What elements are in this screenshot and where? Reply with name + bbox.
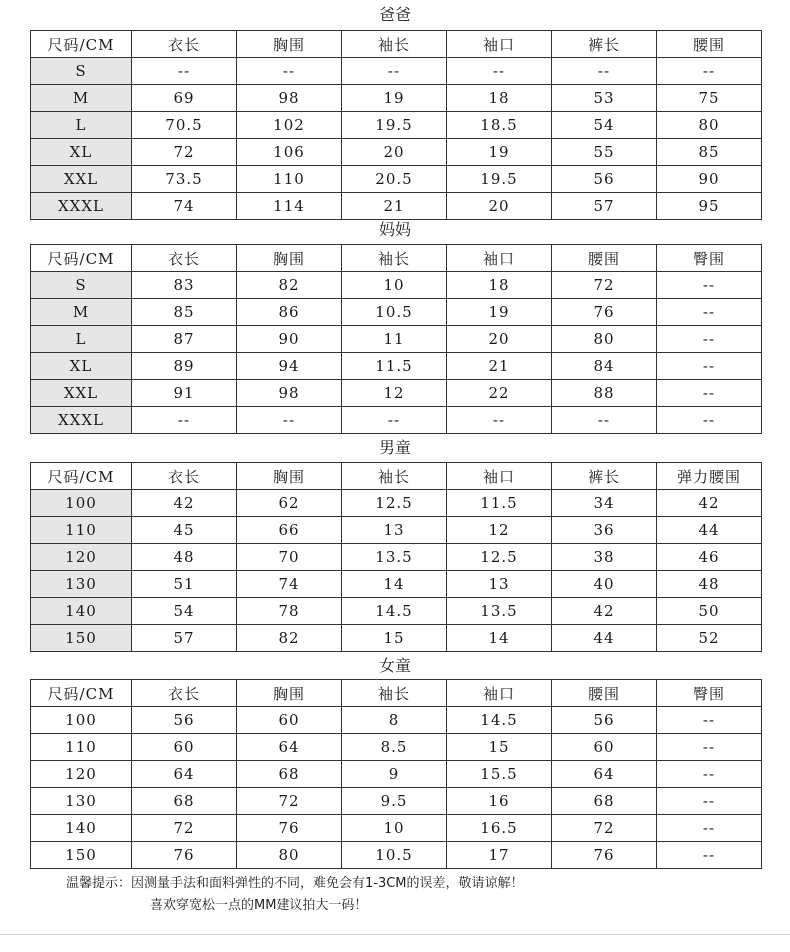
note-line-2: 喜欢穿宽松一点的MM建议拍大一码！ (150, 898, 368, 913)
measurement-cell: -- (552, 58, 657, 85)
measurement-cell: 18.5 (447, 112, 552, 139)
measurement-cell: 10.5 (342, 842, 447, 869)
table-row (31, 625, 762, 652)
table-row (31, 299, 762, 326)
measurement-cell: 80 (552, 326, 657, 353)
measurement-cell: 19 (447, 139, 552, 166)
table-row (31, 598, 762, 625)
measurement-cell: 72 (132, 815, 237, 842)
column-header: 衣长 (132, 680, 237, 707)
measurement-cell: 44 (552, 625, 657, 652)
size-label-cell: XL (31, 139, 132, 166)
measurement-cell: 57 (552, 193, 657, 220)
measurement-cell: 83 (132, 272, 237, 299)
measurement-cell: 20.5 (342, 166, 447, 193)
measurement-cell: 85 (657, 139, 762, 166)
measurement-cell: -- (657, 326, 762, 353)
measurement-cell: 8 (342, 707, 447, 734)
measurement-cell: 91 (132, 380, 237, 407)
size-label-cell: XXL (31, 380, 132, 407)
measurement-cell: 14 (447, 625, 552, 652)
measurement-cell: 88 (552, 380, 657, 407)
measurement-cell: 10 (342, 815, 447, 842)
measurement-cell: 15 (342, 625, 447, 652)
measurement-cell: 40 (552, 571, 657, 598)
measurement-cell: 36 (552, 517, 657, 544)
table-row (31, 353, 762, 380)
measurement-cell: 42 (657, 490, 762, 517)
measurement-cell: -- (132, 58, 237, 85)
measurement-cell: -- (657, 734, 762, 761)
measurement-cell: 72 (132, 139, 237, 166)
measurement-cell: 21 (342, 193, 447, 220)
column-header: 袖口 (447, 463, 552, 490)
table-row (31, 326, 762, 353)
table-row (31, 517, 762, 544)
column-header: 胸围 (237, 463, 342, 490)
measurement-cell: 55 (552, 139, 657, 166)
measurement-cell: -- (657, 788, 762, 815)
measurement-cell: 68 (552, 788, 657, 815)
measurement-cell: 13.5 (342, 544, 447, 571)
table-row (31, 490, 762, 517)
size-table-mom (30, 244, 762, 434)
column-header: 胸围 (237, 31, 342, 58)
measurement-cell: 89 (132, 353, 237, 380)
measurement-cell: 102 (237, 112, 342, 139)
size-label-cell: 130 (31, 788, 132, 815)
measurement-cell: 66 (237, 517, 342, 544)
measurement-cell: 45 (132, 517, 237, 544)
table-row (31, 761, 762, 788)
measurement-cell: 98 (237, 85, 342, 112)
measurement-cell: -- (447, 58, 552, 85)
measurement-cell: 64 (237, 734, 342, 761)
section-title-girls: 女童 (378, 656, 411, 675)
column-header: 腰围 (552, 680, 657, 707)
table-header-row (31, 463, 762, 490)
measurement-cell: 11.5 (447, 490, 552, 517)
table-row (31, 85, 762, 112)
column-header: 袖长 (342, 463, 447, 490)
measurement-cell: 74 (132, 193, 237, 220)
size-label-cell: 100 (31, 490, 132, 517)
table-row (31, 544, 762, 571)
measurement-cell: 76 (237, 815, 342, 842)
measurement-cell: 80 (237, 842, 342, 869)
measurement-cell: 42 (552, 598, 657, 625)
size-label-cell: 140 (31, 815, 132, 842)
measurement-cell: 86 (237, 299, 342, 326)
column-header: 裤长 (552, 31, 657, 58)
size-label-cell: 150 (31, 625, 132, 652)
size-label-cell: 110 (31, 517, 132, 544)
column-header: 袖长 (342, 680, 447, 707)
measurement-cell: 82 (237, 272, 342, 299)
table-row (31, 380, 762, 407)
size-label-cell: 120 (31, 761, 132, 788)
table-row (31, 734, 762, 761)
table-row (31, 272, 762, 299)
measurement-cell: 106 (237, 139, 342, 166)
measurement-cell: 64 (132, 761, 237, 788)
measurement-cell: -- (657, 842, 762, 869)
section-title-dad: 爸爸 (378, 5, 411, 24)
measurement-cell: 51 (132, 571, 237, 598)
size-label-cell: XXXL (31, 407, 132, 434)
measurement-cell: 18 (447, 85, 552, 112)
column-header: 胸围 (237, 245, 342, 272)
measurement-cell: 19 (447, 299, 552, 326)
measurement-cell: 38 (552, 544, 657, 571)
measurement-cell: 110 (237, 166, 342, 193)
measurement-cell: -- (657, 761, 762, 788)
table-row (31, 166, 762, 193)
measurement-cell: 95 (657, 193, 762, 220)
measurement-cell: 10 (342, 272, 447, 299)
column-header: 尺码/CM (31, 31, 132, 58)
measurement-cell: 12.5 (342, 490, 447, 517)
measurement-cell: -- (657, 407, 762, 434)
table-header-row (31, 680, 762, 707)
column-header: 腰围 (657, 31, 762, 58)
measurement-cell: 82 (237, 625, 342, 652)
table-row (31, 193, 762, 220)
measurement-cell: -- (552, 407, 657, 434)
measurement-cell: 68 (132, 788, 237, 815)
column-header: 衣长 (132, 463, 237, 490)
measurement-cell: 34 (552, 490, 657, 517)
size-label-cell: 130 (31, 571, 132, 598)
measurement-cell: 19.5 (342, 112, 447, 139)
measurement-cell: 69 (132, 85, 237, 112)
measurement-cell: 20 (447, 193, 552, 220)
measurement-cell: 73.5 (132, 166, 237, 193)
measurement-cell: 62 (237, 490, 342, 517)
measurement-cell: 56 (552, 707, 657, 734)
measurement-cell: 60 (237, 707, 342, 734)
measurement-cell: 72 (552, 815, 657, 842)
column-header: 袖口 (447, 680, 552, 707)
measurement-cell: 10.5 (342, 299, 447, 326)
measurement-cell: 57 (132, 625, 237, 652)
measurement-cell: -- (342, 58, 447, 85)
measurement-cell: -- (447, 407, 552, 434)
measurement-cell: 44 (657, 517, 762, 544)
column-header: 弹力腰围 (657, 463, 762, 490)
column-header: 腰围 (552, 245, 657, 272)
size-label-cell: XL (31, 353, 132, 380)
measurement-cell: 13.5 (447, 598, 552, 625)
measurement-cell: 14.5 (342, 598, 447, 625)
measurement-cell: 14.5 (447, 707, 552, 734)
measurement-cell: 11 (342, 326, 447, 353)
table-row (31, 815, 762, 842)
column-header: 尺码/CM (31, 680, 132, 707)
column-header: 袖口 (447, 245, 552, 272)
measurement-cell: 114 (237, 193, 342, 220)
measurement-cell: 20 (447, 326, 552, 353)
size-label-cell: XXL (31, 166, 132, 193)
column-header: 袖长 (342, 31, 447, 58)
measurement-cell: 8.5 (342, 734, 447, 761)
size-label-cell: XXXL (31, 193, 132, 220)
measurement-cell: -- (657, 707, 762, 734)
measurement-cell: -- (657, 272, 762, 299)
section-title-mom: 妈妈 (378, 220, 411, 239)
size-label-cell: 150 (31, 842, 132, 869)
size-label-cell: S (31, 58, 132, 85)
measurement-cell: 19.5 (447, 166, 552, 193)
size-label-cell: 100 (31, 707, 132, 734)
measurement-cell: 56 (552, 166, 657, 193)
measurement-cell: 17 (447, 842, 552, 869)
measurement-cell: -- (657, 353, 762, 380)
measurement-cell: 85 (132, 299, 237, 326)
table-row (31, 112, 762, 139)
measurement-cell: -- (657, 380, 762, 407)
measurement-cell: -- (657, 815, 762, 842)
table-row (31, 58, 762, 85)
measurement-cell: 19 (342, 85, 447, 112)
measurement-cell: 76 (132, 842, 237, 869)
table-header-row (31, 31, 762, 58)
measurement-cell: 12 (447, 517, 552, 544)
measurement-cell: 16 (447, 788, 552, 815)
measurement-cell: 9.5 (342, 788, 447, 815)
measurement-cell: 76 (552, 842, 657, 869)
size-label-cell: S (31, 272, 132, 299)
measurement-cell: 60 (552, 734, 657, 761)
measurement-cell: -- (657, 299, 762, 326)
measurement-cell: 13 (342, 517, 447, 544)
measurement-cell: 18 (447, 272, 552, 299)
size-label-cell: L (31, 112, 132, 139)
measurement-cell: 22 (447, 380, 552, 407)
measurement-cell: 54 (132, 598, 237, 625)
measurement-cell: 14 (342, 571, 447, 598)
size-label-cell: M (31, 299, 132, 326)
measurement-cell: 76 (552, 299, 657, 326)
measurement-cell: 50 (657, 598, 762, 625)
measurement-cell: 72 (552, 272, 657, 299)
section-title-boys: 男童 (378, 438, 411, 457)
measurement-cell: 9 (342, 761, 447, 788)
column-header: 胸围 (237, 680, 342, 707)
size-label-cell: 120 (31, 544, 132, 571)
measurement-cell: 21 (447, 353, 552, 380)
column-header: 衣长 (132, 31, 237, 58)
column-header: 臀围 (657, 245, 762, 272)
column-header: 尺码/CM (31, 245, 132, 272)
size-table-boys (30, 462, 762, 652)
column-header: 衣长 (132, 245, 237, 272)
measurement-cell: 12 (342, 380, 447, 407)
measurement-cell: 12.5 (447, 544, 552, 571)
measurement-cell: 80 (657, 112, 762, 139)
measurement-cell: 72 (237, 788, 342, 815)
measurement-cell: -- (342, 407, 447, 434)
measurement-cell: 70 (237, 544, 342, 571)
measurement-cell: 94 (237, 353, 342, 380)
measurement-cell: 54 (552, 112, 657, 139)
table-row (31, 139, 762, 166)
measurement-cell: 56 (132, 707, 237, 734)
size-label-cell: 110 (31, 734, 132, 761)
column-header: 尺码/CM (31, 463, 132, 490)
measurement-cell: 90 (657, 166, 762, 193)
measurement-cell: 53 (552, 85, 657, 112)
measurement-cell: -- (237, 58, 342, 85)
size-table-dad (30, 30, 762, 220)
measurement-cell: 70.5 (132, 112, 237, 139)
table-row (31, 842, 762, 869)
measurement-cell: 74 (237, 571, 342, 598)
measurement-cell: 48 (657, 571, 762, 598)
table-row (31, 707, 762, 734)
measurement-cell: 68 (237, 761, 342, 788)
measurement-cell: 20 (342, 139, 447, 166)
column-header: 袖口 (447, 31, 552, 58)
column-header: 臀围 (657, 680, 762, 707)
table-row (31, 571, 762, 598)
measurement-cell: 84 (552, 353, 657, 380)
bottom-divider (0, 934, 790, 935)
table-row (31, 788, 762, 815)
size-label-cell: L (31, 326, 132, 353)
table-row (31, 407, 762, 434)
note-line-1: 温馨提示：因测量手法和面料弹性的不同，难免会有1-3CM的误差，敬请谅解！ (66, 876, 524, 891)
column-header: 裤长 (552, 463, 657, 490)
measurement-cell: 11.5 (342, 353, 447, 380)
measurement-cell: 13 (447, 571, 552, 598)
measurement-cell: 75 (657, 85, 762, 112)
size-label-cell: 140 (31, 598, 132, 625)
measurement-cell: 52 (657, 625, 762, 652)
table-header-row (31, 245, 762, 272)
measurement-cell: 60 (132, 734, 237, 761)
measurement-cell: 90 (237, 326, 342, 353)
column-header: 袖长 (342, 245, 447, 272)
measurement-cell: -- (237, 407, 342, 434)
measurement-cell: 64 (552, 761, 657, 788)
size-table-girls (30, 679, 762, 869)
measurement-cell: 16.5 (447, 815, 552, 842)
measurement-cell: 42 (132, 490, 237, 517)
measurement-cell: 78 (237, 598, 342, 625)
measurement-cell: 98 (237, 380, 342, 407)
measurement-cell: -- (132, 407, 237, 434)
measurement-cell: -- (657, 58, 762, 85)
measurement-cell: 46 (657, 544, 762, 571)
measurement-cell: 87 (132, 326, 237, 353)
measurement-cell: 15.5 (447, 761, 552, 788)
measurement-cell: 48 (132, 544, 237, 571)
measurement-cell: 15 (447, 734, 552, 761)
size-label-cell: M (31, 85, 132, 112)
